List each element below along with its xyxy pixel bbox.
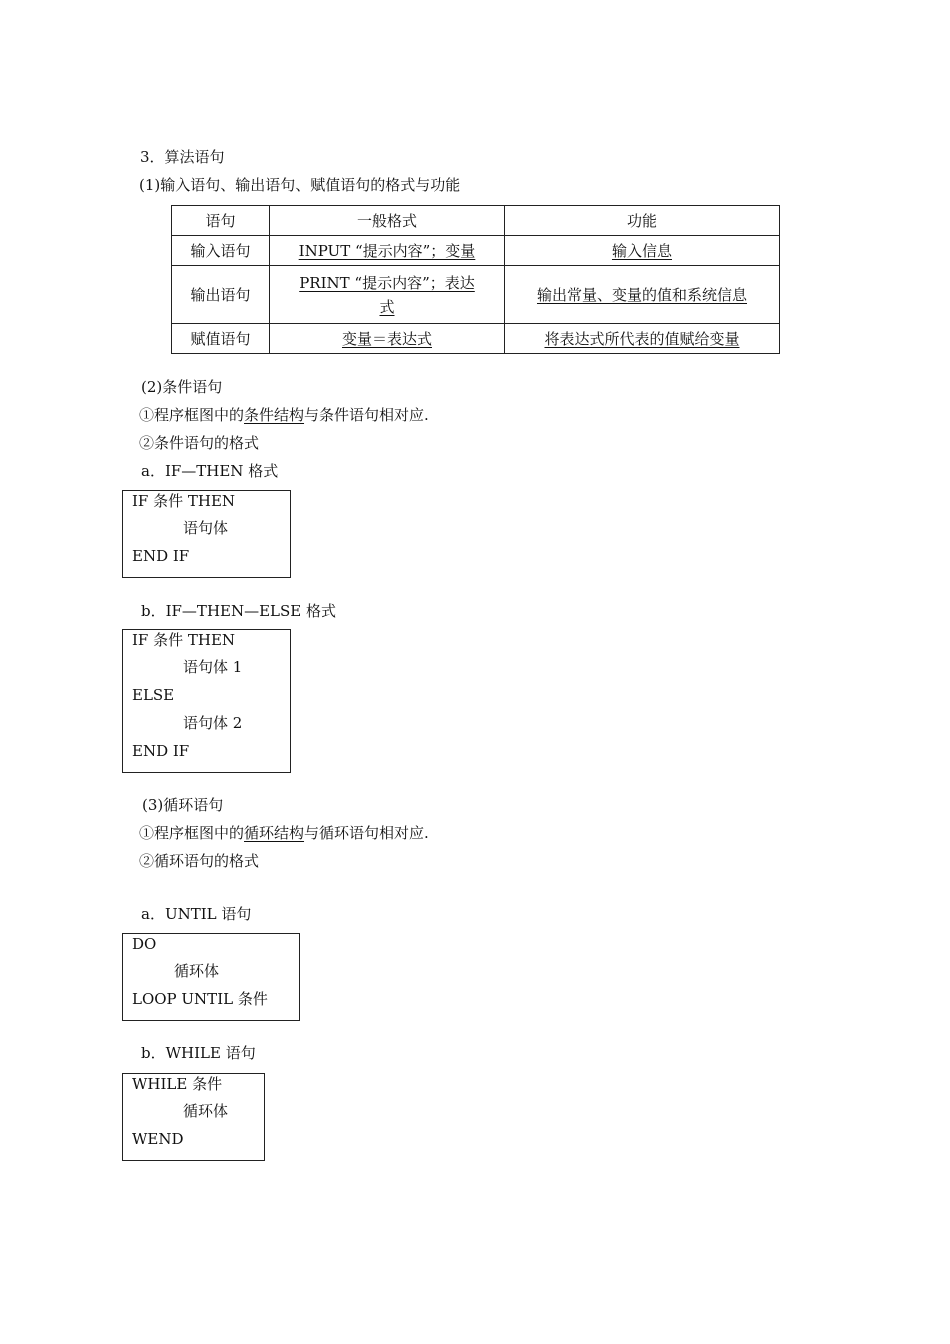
item1-suffix: 与循环语句相对应. <box>304 824 429 842</box>
if-then-code-box <box>122 490 291 578</box>
header-function: 功能 <box>505 206 780 236</box>
section-heading: 3．算法语句 <box>140 148 225 166</box>
section1-title: (1)输入语句、输出语句、赋值语句的格式与功能 <box>139 176 461 194</box>
statement-format-table <box>171 205 780 354</box>
until-code-box <box>122 933 300 1021</box>
code-line: DO <box>132 935 157 953</box>
header-statement: 语句 <box>172 206 270 236</box>
table-row <box>172 266 780 324</box>
if-then-else-label: b．IF—THEN—ELSE 格式 <box>141 602 337 620</box>
table-header-row <box>172 206 780 236</box>
condition-structure-term: 条件结构 <box>244 406 305 424</box>
section2-title: (2)条件语句 <box>141 378 223 396</box>
row-name: 输出语句 <box>172 266 270 324</box>
item1-prefix: ①程序框图中的 <box>139 824 245 842</box>
table-row <box>172 324 780 354</box>
code-line: END IF <box>132 742 190 760</box>
row-function: 输出常量、变量的值和系统信息 <box>536 285 747 304</box>
loop-structure-term: 循环结构 <box>244 824 305 842</box>
code-line: 循环体 <box>183 1102 229 1120</box>
code-line: WHILE 条件 <box>132 1075 223 1093</box>
row-format: 变量＝表达式 <box>341 329 432 348</box>
code-line: 语句体 2 <box>183 714 243 732</box>
row-function: 输入信息 <box>611 241 672 260</box>
code-line: IF 条件 THEN <box>132 492 236 510</box>
code-line: IF 条件 THEN <box>132 631 236 649</box>
code-line: LOOP UNTIL 条件 <box>132 990 268 1008</box>
code-line: 语句体 <box>183 519 229 537</box>
code-line: 语句体 1 <box>183 658 243 676</box>
section3-item2: ②循环语句的格式 <box>139 852 260 870</box>
row-format: INPUT “提示内容”；变量 <box>298 241 476 260</box>
row-name: 赋值语句 <box>172 324 270 354</box>
section3-item1 <box>139 823 429 843</box>
while-label: b．WHILE 语句 <box>141 1044 256 1062</box>
section2-item2: ②条件语句的格式 <box>139 434 260 452</box>
if-then-else-code-box <box>122 629 291 773</box>
code-line: END IF <box>132 547 190 565</box>
row-function: 将表达式所代表的值赋给变量 <box>544 329 740 348</box>
section2-item1 <box>139 405 429 425</box>
if-then-label: a．IF—THEN 格式 <box>141 462 279 480</box>
code-line: WEND <box>132 1130 184 1148</box>
while-code-box <box>122 1073 265 1161</box>
row-name: 输入语句 <box>172 236 270 266</box>
row-format-line1: PRINT “提示内容”；表达 <box>299 273 475 292</box>
section3-title: (3)循环语句 <box>142 796 224 814</box>
code-line: 循环体 <box>174 962 220 980</box>
item1-suffix: 与条件语句相对应. <box>304 406 429 424</box>
header-format: 一般格式 <box>270 206 505 236</box>
until-label: a．UNTIL 语句 <box>141 905 252 923</box>
table-row <box>172 236 780 266</box>
row-format-line2: 式 <box>379 297 395 316</box>
item1-prefix: ①程序框图中的 <box>139 406 245 424</box>
code-line: ELSE <box>132 686 175 704</box>
